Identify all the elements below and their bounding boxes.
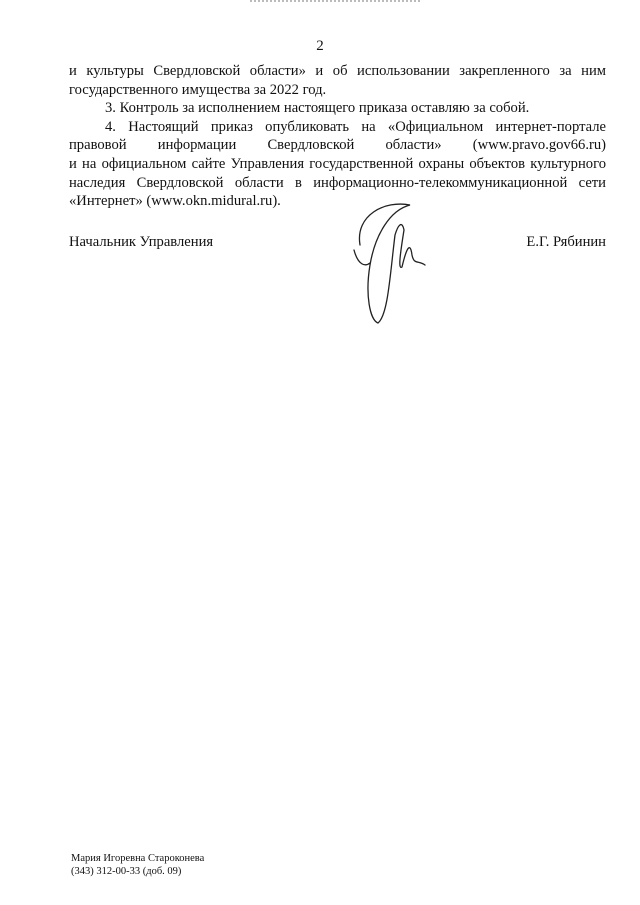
signatory-position: Начальник Управления: [69, 234, 214, 250]
paragraph-line: «Интернет» (www.okn.midural.ru).: [69, 193, 281, 210]
scan-artifact: [250, 0, 420, 5]
paragraph-line: правовой информации Свердловской области» (www.pravo.gov66.ru): [69, 137, 606, 154]
paragraph-3: 3. Контроль за исполнением настоящего приказа оставляю за собой.: [105, 100, 530, 117]
document-body: [69, 62, 606, 211]
executor-phone: (343) 312-00-33 (доб. 09): [71, 866, 182, 877]
paragraph-line: и на официальном сайте Управления государственной охраны объектов культурного: [69, 155, 606, 172]
executor-name: Мария Игоревна Староконева: [71, 853, 205, 864]
executor-info: [71, 852, 204, 878]
paragraph-line: 4. Настоящий приказ опубликовать на «Официальном интернет-портале: [105, 118, 606, 135]
paragraph-line: государственного имущества за 2022 год.: [69, 81, 327, 98]
paragraph-line: наследия Свердловской области в информационно-телекоммуникационной сети: [69, 174, 606, 191]
page-number: 2: [316, 38, 324, 54]
paragraph-line: и культуры Свердловской области» и об использовании закрепленного за ним: [69, 63, 606, 79]
signatory-name: Е.Г. Рябинин: [526, 234, 606, 250]
handwritten-signature: [340, 195, 450, 330]
